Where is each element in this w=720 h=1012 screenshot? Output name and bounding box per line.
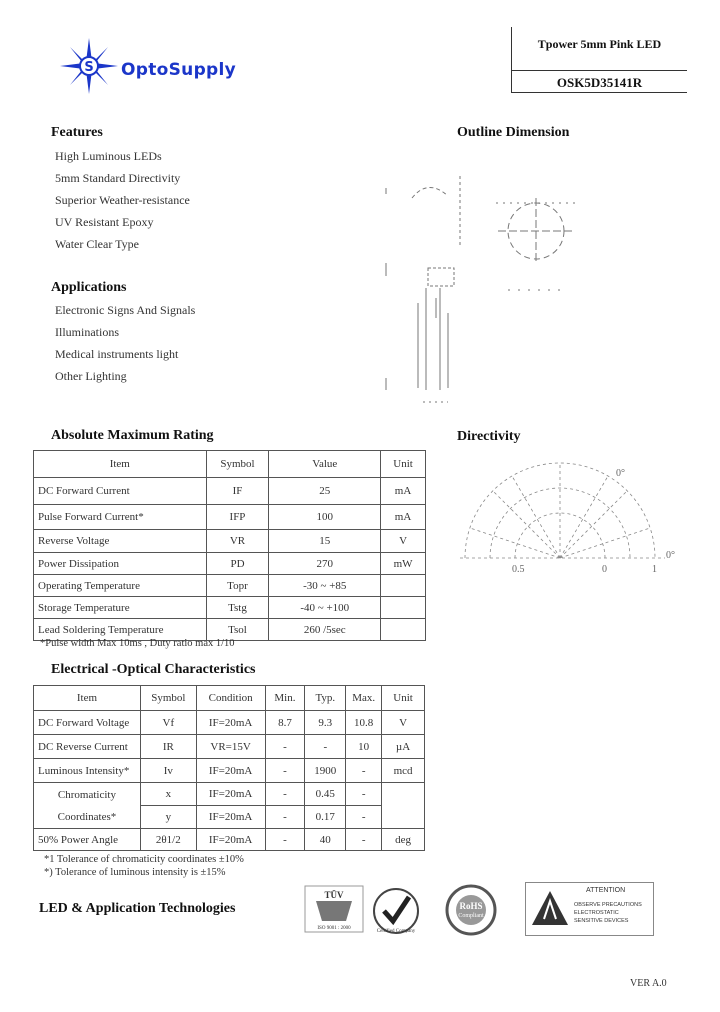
list-item: Medical instruments light [55,347,179,361]
table-cell: 0.45 [305,783,346,806]
table-cell: 25 [269,478,381,505]
table-cell: 15 [269,530,381,553]
attention-line: ELECTROSTATIC [574,910,619,916]
table-header: Min. [265,686,305,711]
list-item: Superior Weather-resistance [55,193,190,207]
table-row [34,597,426,619]
table-row [34,553,426,575]
table-row [34,478,426,505]
table-cell: x [140,783,196,806]
table-cell: Chromaticity Coordinates* [34,783,141,829]
table-cell [381,575,426,597]
directivity-mid-scale: 0 [602,564,607,575]
table-cell: - [265,783,305,806]
table-cell: - [265,735,305,759]
product-line: Tpower 5mm Pink LED [537,37,662,51]
list-item: UV Resistant Epoxy [55,215,154,229]
table-cell: IF=20mA [196,783,265,806]
title-divider-bottom [512,92,687,93]
list-item: Electronic Signs And Signals [55,303,196,317]
table-cell: - [346,806,382,829]
table-row [34,711,425,735]
table-cell: - [265,806,305,829]
table-header: Max. [346,686,382,711]
table-cell: IF=20mA [196,711,265,735]
table-cell: 50% Power Angle [34,829,141,851]
table-cell: Reverse Voltage [34,530,207,553]
table-cell: V [382,711,425,735]
table-cell: 10 [346,735,382,759]
table-header-row [34,686,425,711]
rohs-icon [437,884,505,936]
table-cell: Lead Soldering Temperature [34,619,207,641]
table-cell: mA [381,505,426,530]
table-cell: Iv [140,759,196,783]
logo [58,36,278,96]
table-cell: IF=20mA [196,829,265,851]
table-cell: Vf [140,711,196,735]
table-cell: Luminous Intensity* [34,759,141,783]
tuv-cert-icon [304,885,364,933]
logo-star-icon [58,36,120,96]
list-item: High Luminous LEDs [55,149,162,163]
tuv-text: TÜV [324,890,344,900]
table-header: Unit [382,686,425,711]
table-cell: DC Forward Current [34,478,207,505]
table-row [34,829,425,851]
features-title: Features [51,125,103,140]
table-cell: IFP [206,505,269,530]
version-label: VER A.0 [630,978,667,989]
table-cell: IF [206,478,269,505]
table-row [34,505,426,530]
directivity-chart [450,460,680,580]
electro-title: Electrical -Optical Characteristics [51,662,256,677]
table-cell [381,619,426,641]
table-cell: mW [381,553,426,575]
electro-note-1: *1 Tolerance of chromaticity coordinates ±10% [44,854,244,865]
logo-text: OptoSupply [121,60,237,80]
table-cell: deg [382,829,425,851]
table-cell: mA [381,478,426,505]
table-cell: 8.7 [265,711,305,735]
company-name: LED & Application Technologies [39,901,236,916]
table-cell: - [346,759,382,783]
directivity-title: Directivity [457,429,521,444]
table-cell: - [346,783,382,806]
abs-max-title: Absolute Maximum Rating [51,428,214,443]
rohs-text: RoHS [459,901,483,911]
table-row [34,759,425,783]
rohs-badge [437,884,505,936]
attention-title: ATTENTION [586,887,626,894]
rohs-sub-text: Compliant [458,913,484,919]
list-item: Other Lighting [55,369,127,383]
table-cell: 10.8 [346,711,382,735]
table-cell: Storage Temperature [34,597,207,619]
directivity-left-scale: 0.5 [512,564,525,575]
tuv-sub-text: ISO 9001 : 2000 [317,926,351,931]
electro-table [33,685,425,851]
table-cell: V [381,530,426,553]
table-row [34,530,426,553]
table-header-row [34,451,426,478]
directivity-top-label: 0° [616,468,625,479]
table-cell: -30 ~ +85 [269,575,381,597]
table-cell: 100 [269,505,381,530]
table-header: Item [34,451,207,478]
table-cell: VR=15V [196,735,265,759]
table-cell: - [346,829,382,851]
table-row [34,783,425,806]
list-item: 5mm Standard Directivity [55,171,181,185]
table-cell: 0.17 [305,806,346,829]
table-cell: DC Forward Voltage [34,711,141,735]
attention-badge [525,882,654,936]
abs-max-note: *Pulse width Max 10ms , Duty ratio max 1/10 [40,638,235,649]
table-header: Item [34,686,141,711]
features-list [55,149,190,259]
svg-text:S: S [84,60,94,75]
table-cell: 270 [269,553,381,575]
table-cell: VR [206,530,269,553]
table-cell: Power Dissipation [34,553,207,575]
directivity-right-label: 0° [666,550,675,561]
table-cell: mcd [382,759,425,783]
attention-line: OBSERVE PRECAUTIONS [574,902,642,908]
table-header: Unit [381,451,426,478]
attention-line: SENSITIVE DEVICES [574,918,629,924]
applications-title: Applications [51,280,127,295]
title-divider [512,70,687,71]
part-number: OSK5D35141R [556,75,643,90]
title-box [511,27,687,93]
table-cell: y [140,806,196,829]
table-cell [382,783,425,829]
table-header: Typ. [305,686,346,711]
certified-badge [369,885,423,935]
table-cell: DC Reverse Current [34,735,141,759]
table-cell: 1900 [305,759,346,783]
outline-drawing [378,168,678,408]
checkmark-seal-icon [369,885,423,935]
table-cell: - [265,759,305,783]
table-cell: Topr [206,575,269,597]
outline-title: Outline Dimension [457,125,570,140]
table-cell: -40 ~ +100 [269,597,381,619]
table-cell: - [265,829,305,851]
table-cell: Pulse Forward Current* [34,505,207,530]
list-item: Water Clear Type [55,237,139,251]
esd-warning-icon [530,889,570,929]
table-cell: Tsol [206,619,269,641]
table-cell [381,597,426,619]
table-cell: 9.3 [305,711,346,735]
electro-note-2: *) Tolerance of luminous intensity is ±15% [44,867,226,878]
table-cell: Tstg [206,597,269,619]
table-cell: µA [382,735,425,759]
table-header: Value [269,451,381,478]
table-cell: IR [140,735,196,759]
table-cell: - [305,735,346,759]
table-row [34,735,425,759]
tuv-badge [304,885,364,933]
table-cell: 2θ1/2 [140,829,196,851]
list-item: Illuminations [55,325,119,339]
table-cell: Operating Temperature [34,575,207,597]
table-cell: PD [206,553,269,575]
table-cell: 260 /5sec [269,619,381,641]
directivity-right-scale: 1 [652,564,657,575]
abs-max-table [33,450,426,641]
table-cell: 40 [305,829,346,851]
certified-text: Certified Company [376,929,416,934]
table-cell: IF=20mA [196,806,265,829]
applications-list [55,303,195,391]
table-header: Symbol [140,686,196,711]
table-cell: IF=20mA [196,759,265,783]
table-header: Symbol [206,451,269,478]
table-header: Condition [196,686,265,711]
table-row [34,575,426,597]
